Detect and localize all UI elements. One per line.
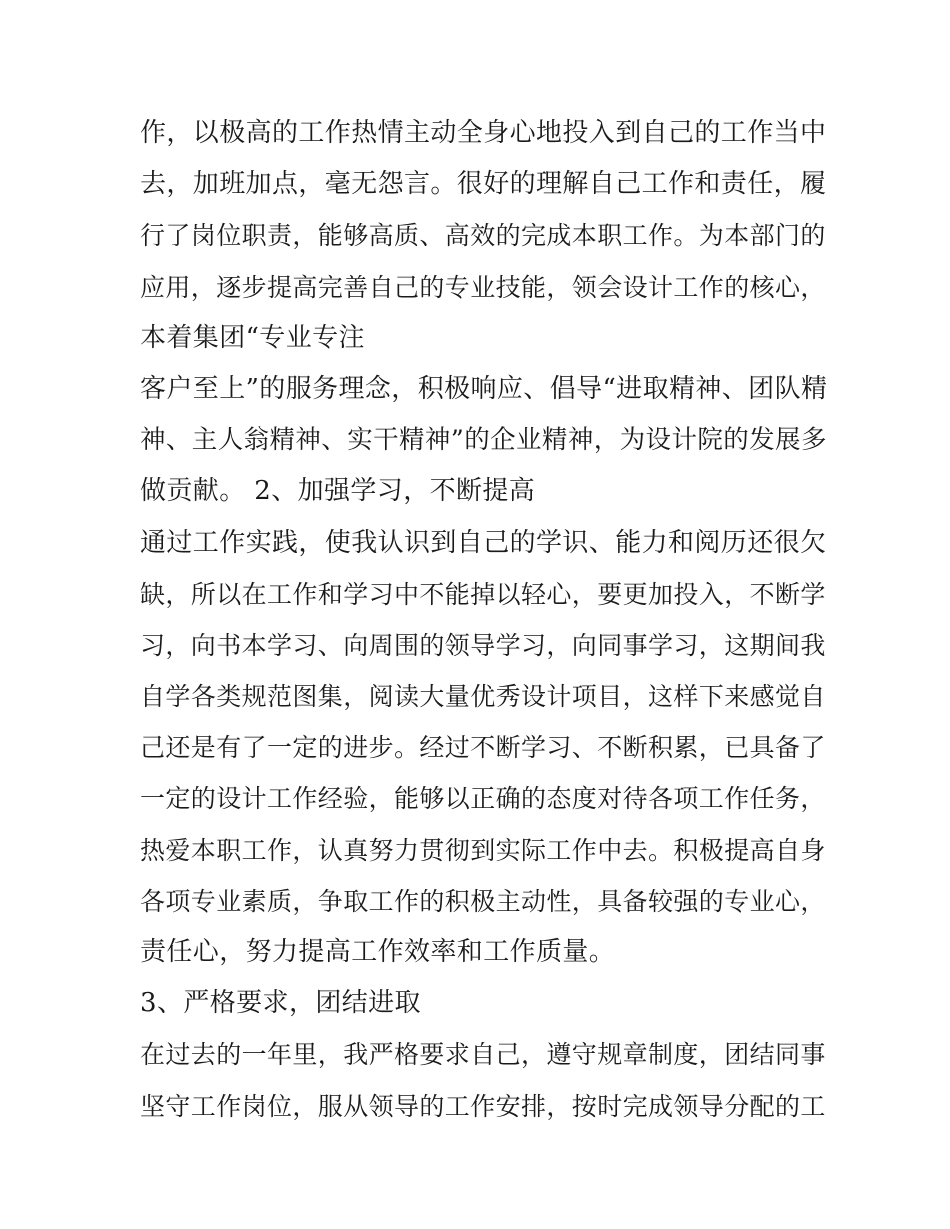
text-line: 一定的设计工作经验，能够以正确的态度对待各项工作任务， <box>140 784 826 814</box>
document-body <box>140 108 828 1132</box>
text-line: 客户至上”的服务理念，积极响应、倡导“进取精神、团队精 <box>140 373 828 404</box>
text-line: 自学各类规范图集，阅读大量优秀设计项目，这样下来感觉自 <box>140 682 826 712</box>
text-line: 热爱本职工作，认真努力贯彻到实际工作中去。积极提高自身 <box>140 835 826 865</box>
text-line: 去，加班加点，毫无怨言。很好的理解自己工作和责任，履 <box>140 169 827 200</box>
section-heading-line: 做贡献。 2、加强学习，不断提高 <box>140 476 536 507</box>
text-line: 本着集团“专业专注 <box>140 322 365 353</box>
text-line: 各项专业素质，争取工作的积极主动性，具备较强的专业心， <box>140 886 826 916</box>
text-line: 责任心，努力提高工作效率和工作质量。 <box>140 937 616 967</box>
text-line: 作，以极高的工作热情主动全身心地投入到自己的工作当中 <box>140 118 827 148</box>
text-line: 应用，逐步提高完善自己的专业技能，领会设计工作的核心， <box>140 272 826 302</box>
text-line: 己还是有了一定的进步。经过不断学习、不断积累，已具备了 <box>140 733 826 763</box>
text-line: 缺，所以在工作和学习中不能掉以轻心，要更加投入，不断学 <box>140 579 826 609</box>
text-line: 神、主人翁精神、实干精神”的企业精神，为设计院的发展多 <box>140 425 827 456</box>
text-line: 在过去的一年里，我严格要求自己，遵守规章制度，团结同事 <box>140 1040 826 1070</box>
text-line: 坚守工作岗位，服从领导的工作安排，按时完成领导分配的工 <box>140 1091 826 1121</box>
text-line: 通过工作实践，使我认识到自己的学识、能力和阅历还很欠 <box>140 527 827 558</box>
text-line: 习，向书本学习、向周围的领导学习，向同事学习，这期间我 <box>140 630 826 660</box>
text-line: 行了岗位职责，能够高质、高效的完成本职工作。为本部门的 <box>140 221 826 251</box>
section-heading: 3、严格要求，团结进取 <box>140 988 421 1019</box>
